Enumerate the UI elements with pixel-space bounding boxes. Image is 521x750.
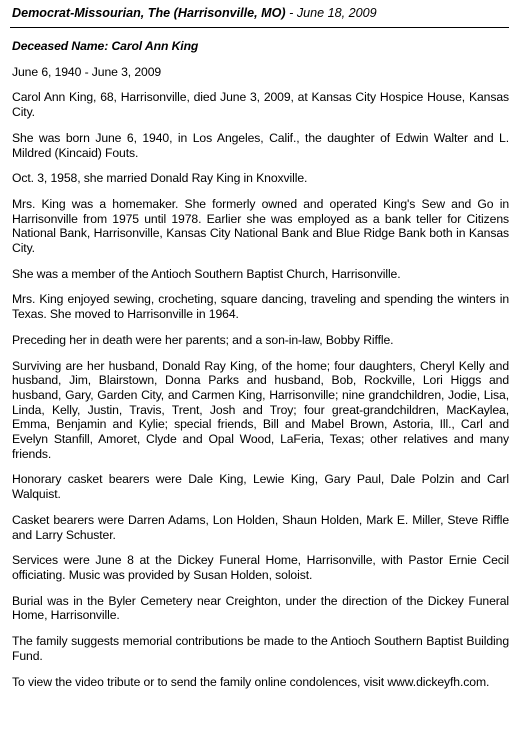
paragraph-services: Services were June 8 at the Dickey Funeral Home, Harrisonville, with Pastor Ernie Cecil officiating. Music was provided by Susan Holden, soloist. — [12, 553, 509, 582]
paragraph-condolences: To view the video tribute or to send the family online condolences, visit www.dickeyfh.com. — [12, 674, 490, 689]
paragraph-church: She was a member of the Antioch Southern Baptist Church, Harrisonville. — [12, 266, 401, 281]
publication-name: Democrat-Missourian, The (Harrisonville, MO) — [12, 6, 286, 20]
life-dates: June 6, 1940 - June 3, 2009 — [12, 64, 162, 79]
paragraph-hobbies: Mrs. King enjoyed sewing, crocheting, square dancing, traveling and spending the winters in Texas. She moved to Harrisonville in 1964. — [12, 292, 509, 322]
paragraph-burial: Burial was in the Byler Cemetery near Creighton, under the direction of the Dickey Funeral Home, Harrisonville. — [12, 593, 509, 623]
publication-header — [10, 5, 509, 21]
paragraph-honorary-bearers: Honorary casket bearers were Dale King, Lewie King, Gary Paul, Dale Polzin and Carl Walquist. — [12, 472, 509, 502]
paragraph-survivors: Surviving are her husband, Donald Ray King, of the home; four daughters, Cheryl Kelly and husband, Jim, Blairstown, Donna Parks and husband, Bob, Rockville, Lori Higgs and husband, Gary, Garden City, and Carmen King, Harrisonville; nine grandchildren, Jodie, Lisa, Linda, Kelly, Justin, Travis, Trent, Josh and Troy; four great-grandchildren, MacKaylea, Emma, Benjamin and Kylie; special friends, Bill and Mabel Brown, Astoria, Ill., Carl and Evelyn Stanfill, Amoret, Clyde and Opal Wood, LaFeria, Texas; other relatives and many friends. — [12, 358, 509, 461]
header-divider — [10, 27, 509, 28]
paragraph-casket-bearers: Casket bearers were Darren Adams, Lon Holden, Shaun Holden, Mark E. Miller, Steve Riffle and Larry Schuster. — [12, 512, 509, 542]
paragraph-birth: She was born June 6, 1940, in Los Angeles, Calif., the daughter of Edwin Walter and L. Mildred (Kincaid) Fouts. — [12, 130, 509, 160]
deceased-name: Deceased Name: Carol Ann King — [12, 39, 199, 53]
publication-date: - June 18, 2009 — [285, 6, 377, 20]
paragraph-marriage: Oct. 3, 1958, she married Donald Ray King in Knoxville. — [12, 171, 308, 186]
paragraph-career: Mrs. King was a homemaker. She formerly owned and operated King's Sew and Go in Harrisonville from 1975 until 1978. Earlier she was employed as a bank teller for Citizens National Bank, Harrisonville, Kansas City National Bank and Blue Ridge Bank both in Kansas City. — [12, 196, 509, 256]
obituary-article — [10, 39, 509, 689]
paragraph-preceded: Preceding her in death were her parents; and a son-in-law, Bobby Riffle. — [12, 332, 394, 347]
paragraph-memorials: The family suggests memorial contributions be made to the Antioch Southern Baptist Building Fund. — [12, 634, 509, 663]
paragraph-death-notice: Carol Ann King, 68, Harrisonville, died June 3, 2009, at Kansas City Hospice House, Kansas City. — [12, 90, 509, 120]
